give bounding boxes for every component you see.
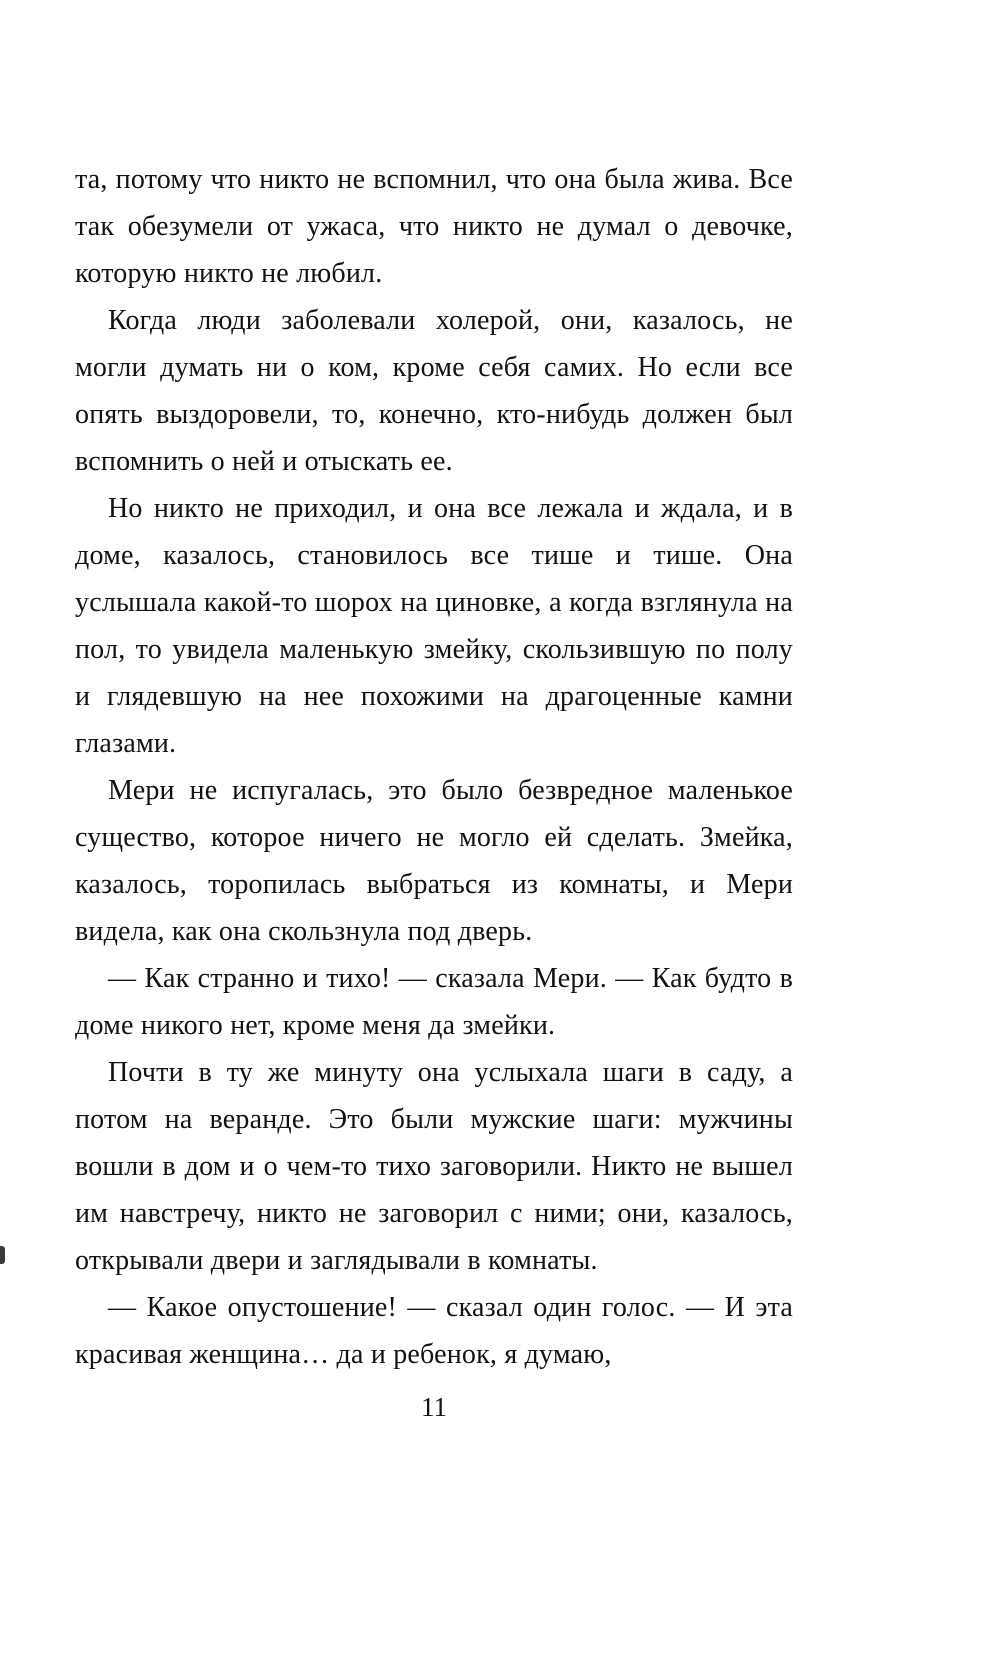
page-text [75, 156, 793, 1378]
paragraph: — Как странно и тихо! — сказала Мери. — Как будто в доме никого нет, кроме меня да змейки. [75, 963, 793, 1041]
paragraph: — Какое опустошение! — сказал один голос. — И эта красивая женщина… да и ребенок, я думаю, [75, 1292, 793, 1370]
paragraph: Но никто не приходил, и она все лежала и ждала, и в доме, казалось, становилось все тише и тише. Она услышала какой-то шорох на циновке, а когда взглянула на пол, то увидела маленькую змейку, скользившую по полу и глядевшую на нее похожими на драгоценные камни глазами. [75, 493, 793, 759]
page-number: 11 [421, 1392, 447, 1422]
paragraph: Мери не испугалась, это было безвредное маленькое существо, которое ничего не могло ей сделать. Змейка, казалось, торопилась выбраться из комнаты, и Мери видела, как она скользнула под дверь. [75, 775, 793, 947]
scan-artifact [0, 1246, 5, 1264]
paragraph: та, потому что никто не вспомнил, что она была жива. Все так обезумели от ужаса, что никто не думал о девочке, которую никто не любил. [75, 164, 793, 289]
paragraph: Когда люди заболевали холерой, они, казалось, не могли думать ни о ком, кроме себя самих. Но если все опять выздоровели, то, конечно, кто-нибудь должен был вспомнить о ней и отыскать ее. [75, 305, 793, 477]
paragraph: Почти в ту же минуту она услыхала шаги в саду, а потом на веранде. Это были мужские шаги: мужчины вошли в дом и о чем-то тихо заговорили. Никто не вышел им навстречу, никто не заговорил с ними; они, казалось, открывали двери и заглядывали в комнаты. [75, 1057, 793, 1276]
